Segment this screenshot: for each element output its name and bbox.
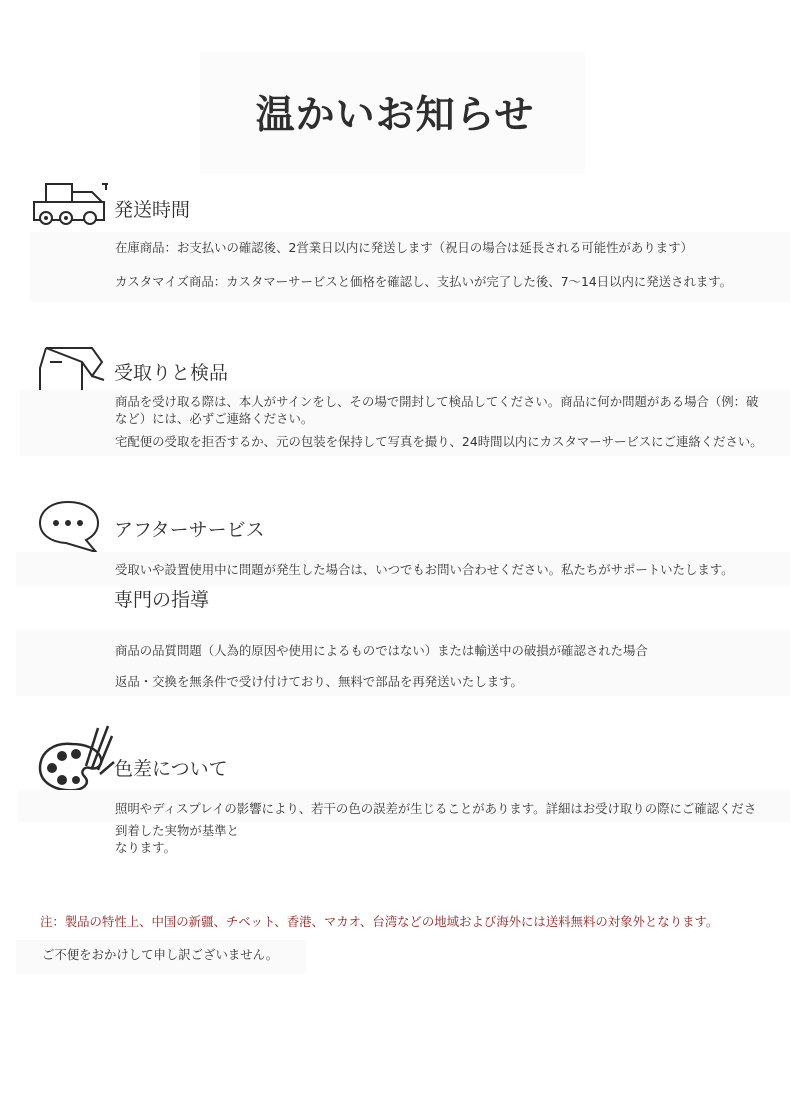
guidance-line-2: 返品・交換を無条件で受け付けており、無料で部品を再発送いたします。: [115, 674, 523, 689]
after-service-line-1: 受取いや設置使用中に問題が発生した場合は、いつでもお問い合わせください。私たちがサポートいたします。: [115, 562, 734, 577]
shipping-exclusion-note: 注：製品の特性上、中国の新疆、チベット、香港、マカオ、台湾などの地域および海外には送料無料の対象外となります。: [40, 914, 719, 929]
receiving-heading: 受取りと検品: [114, 362, 229, 384]
receiving-line-2: など）には、必ずご連絡ください。: [115, 411, 314, 426]
apology-note: ご不便をおかけして申し訳ございません。: [42, 947, 279, 962]
shipping-line-2: カスタマイズ商品：カスタマーサービスと価格を確認し、支払いが完了した後、7〜14日以内に発送されます。: [115, 274, 733, 289]
color-line-3: なります。: [115, 840, 176, 855]
receiving-line-3: 宅配便の受取を拒否するか、元の包装を保持して写真を撮り、24時間以内にカスタマーサービスにご連絡ください。: [115, 434, 763, 449]
color-heading: 色差について: [114, 758, 228, 780]
receiving-line-1: 商品を受け取る際は、本人がサインをし、その場で開封して検品してください。商品に何か問題がある場合（例：破: [115, 394, 759, 409]
page-title: 温かいお知らせ: [255, 93, 535, 138]
color-line-2: 到着した実物が基準と: [115, 823, 239, 838]
delivery-truck-icon: [30, 180, 110, 228]
after-service-heading: アフターサービス: [114, 519, 265, 541]
shipping-heading: 発送時間: [114, 199, 191, 221]
shipping-line-1: 在庫商品：お支払いの確認後、2営業日以内に発送します（祝日の場合は延長される可能性があります）: [115, 240, 693, 255]
guidance-line-1: 商品の品質問題（人為的原因や使用によるものではない）または輸送中の破損が確認された場合: [115, 643, 648, 658]
paint-palette-icon: [36, 722, 116, 796]
guidance-heading: 専門の指導: [114, 589, 210, 611]
speech-bubble-icon: [36, 498, 104, 556]
color-line-1: 照明やディスプレイの影響により、若干の色の誤差が生じることがあります。詳細はお受け取りの際にご確認くださ: [115, 801, 757, 816]
